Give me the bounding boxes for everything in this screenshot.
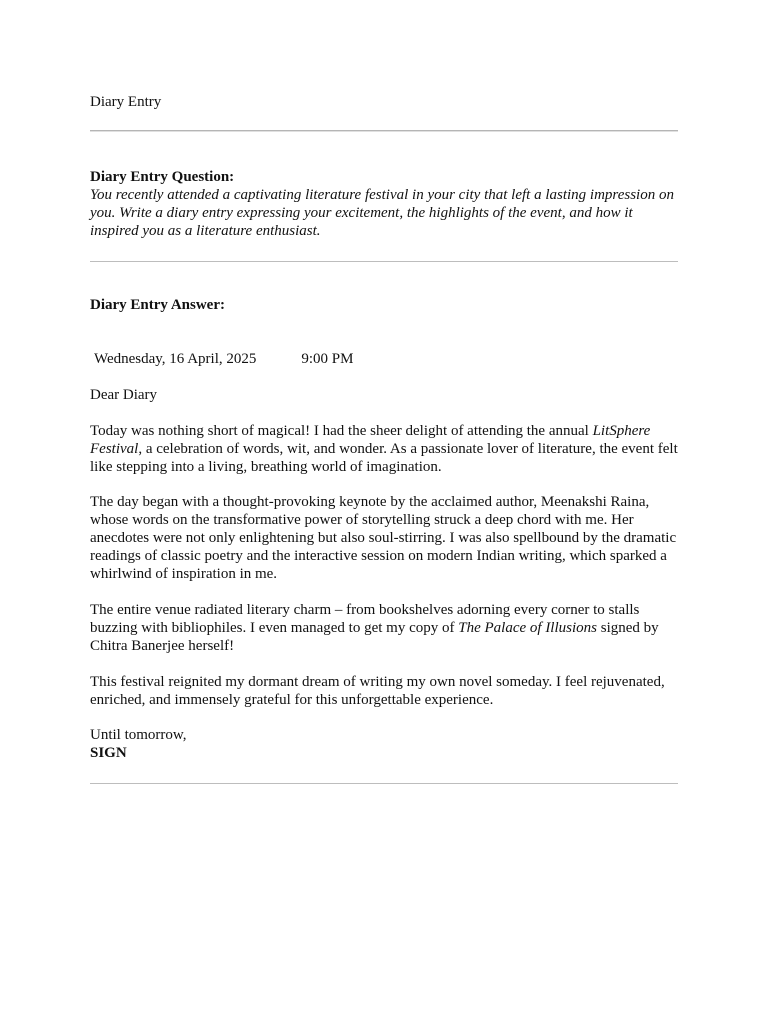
entry-time: 9:00 PM [301,351,354,367]
answer-heading: Diary Entry Answer: [90,297,225,313]
festival-name: LitSphere Festival [90,423,651,457]
paragraph-2-text: The day began with a thought-provoking keynote by the acclaimed author, Meenakshi Raina, whose words on the transformative power of storytelling struck a deep chord with me. Her anecdotes were not only enlightening but also soul-stirring. I was also spellbound by the dramatic readings of classic poetry and the interactive session on modern Indian writing, which sparked a whirlwind of inspiration in me. [90,494,677,582]
paragraph-4 [90,673,678,709]
end-divider [90,783,678,784]
salutation: Dear Diary [90,387,158,403]
paragraph-3-part-b: signed by Chitra Banerjee herself! [90,620,659,654]
paragraph-2 [90,493,678,583]
paragraph-1-part-a: Today was nothing short of magical! I had the sheer delight of attending the annual [90,423,593,439]
paragraph-3 [90,601,678,655]
closing-line: Until tomorrow, [90,727,187,743]
salutation-block [90,386,678,404]
paragraph-1 [90,422,678,476]
paragraph-3-part-a: The entire venue radiated literary charm – from bookshelves adorning every corner to stalls buzzing with bibliophiles. I even managed to get my copy of [90,602,640,636]
book-title: The Palace of Illusions [458,620,597,636]
paragraph-1-part-b: , a celebration of words, wit, and wonder. As a passionate lover of literature, the event felt like stepping into a living, breathing world of imagination. [90,441,678,475]
closing-block [90,726,678,762]
title-divider [90,130,678,132]
entry-dateline [90,350,678,368]
question-text: You recently attended a captivating literature festival in your city that left a lasting impression on you. Write a diary entry expressing your excitement, the highlights of the event, and how it inspired you as a literature enthusiast. [90,187,674,239]
paragraph-1-text [90,422,678,476]
document-title: Diary Entry [90,94,162,110]
answer-heading-block [90,296,678,314]
paragraph-4-text: This festival reignited my dormant dream of writing my own novel someday. I feel rejuvenated, enriched, and immensely grateful for this unforgettable experience. [90,674,665,708]
question-section [90,168,678,240]
question-divider [90,261,678,262]
entry-date: Wednesday, 16 April, 2025 [94,351,257,367]
signature: SIGN [90,745,127,761]
paragraph-3-text [90,601,678,655]
question-heading: Diary Entry Question: [90,169,235,185]
